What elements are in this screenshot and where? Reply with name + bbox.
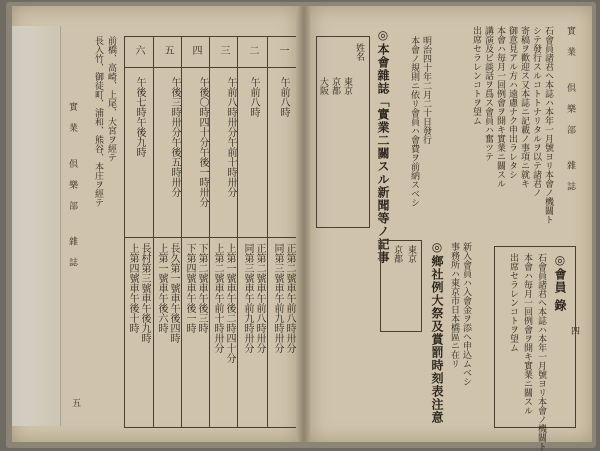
timetable-column <box>125 37 153 427</box>
timetable-column <box>267 37 298 427</box>
body-line: 明治四十年二月二十日發行 <box>421 36 431 144</box>
notice-heading: ◎會員 錄 <box>553 253 567 313</box>
right-page-number: 四 <box>569 326 579 335</box>
timetable-cell: 下第四號車午後一時 <box>184 243 195 333</box>
timetable <box>124 36 298 428</box>
body-line: 出席セラレンコトヲ望ム <box>471 26 481 125</box>
register-label: 京都 <box>392 245 402 263</box>
timetable-time: 午前八時 <box>248 77 259 117</box>
register-label: 東京 <box>342 77 352 95</box>
register-label: 姓名 <box>354 43 364 61</box>
column-number: 二 <box>247 45 258 55</box>
body-line: 寄稿ヲ歡迎ス又本誌ニ記載ノ事項ニ就キ <box>519 26 529 188</box>
right-running-head: 實業 倶樂部 雜誌 <box>565 26 575 203</box>
article-heading: ◎本會雜誌「實業二關スル新聞等ノ記事 <box>376 28 390 264</box>
register-label: 大阪 <box>318 77 328 95</box>
timetable-column <box>209 37 238 427</box>
timetable-time: 午後〇時四十分午後一時卅分 <box>197 77 208 207</box>
timetable-cell: 上第一號車午後六時 <box>156 243 167 333</box>
timetable-column <box>153 37 182 427</box>
timetable-cell: 長村第三號車午後九時 <box>139 243 150 343</box>
body-line: 本會ノ規則ニ依リ會員ハ會費ヲ前納スベシ <box>409 36 419 207</box>
body-line: 出席セラレンコトヲ望ム <box>508 253 518 352</box>
left-page <box>12 6 298 442</box>
timetable-time: 午前八時卅分午前十時卅分 <box>225 77 236 197</box>
body-line: 新入會員ハ入會金ヲ添ヘ申込ムベシ <box>461 242 471 386</box>
timetable-cell: 同第三號車午前九時卅分 <box>272 243 283 353</box>
body-line: 講演及ビ談話ヲ爲ス會員ハ奮ツテ <box>483 26 493 161</box>
timetable-time: 午後三時卅分午後五時卅分 <box>169 77 180 197</box>
timetable-time: 午後七時午後九時 <box>134 77 145 157</box>
timetable-cell: 上第一號車午後二時四十分 <box>224 243 235 363</box>
plastic-sleeve-glare <box>12 26 61 426</box>
timetable-column <box>181 37 210 427</box>
column-number: 一 <box>277 45 288 55</box>
column-number: 六 <box>133 45 144 55</box>
timetable-cell: 長久第一號車午後四時 <box>168 243 179 343</box>
body-line: シテ發行スルコトトナリタルヲ以テ諸君ノ <box>531 26 541 197</box>
note-line: 前橋、高崎、上尾、大宮ヲ經テ <box>106 36 116 162</box>
right-page <box>310 6 592 451</box>
register-label: 東京 <box>406 245 416 263</box>
notice-box <box>494 246 576 451</box>
column-number: 四 <box>190 45 201 55</box>
member-register-table <box>316 36 370 228</box>
timetable-time: 午前八時 <box>278 77 289 117</box>
column-number: 三 <box>218 45 229 55</box>
body-line: 本會ハ毎月一回例會ヲ開キ實業ニ關スル <box>495 26 505 188</box>
timetable-cell: 同第三號車午前九時卅分 <box>242 243 253 353</box>
left-running-head: 實業 倶樂部 雜誌 <box>67 102 77 279</box>
body-line: 本會ハ毎月一回例會ヲ開キ實業ニ關スル <box>522 253 532 415</box>
column-number: 五 <box>162 45 173 55</box>
body-line: 石會員諸君ヘ本誌ハ本年一月號ヨリ本會ノ機關ト <box>543 26 553 224</box>
timetable-column <box>237 37 268 427</box>
section-heading: ◎鄉社例大祭及賞罰時刻表注意 <box>430 240 444 424</box>
register-box <box>380 240 422 332</box>
timetable-cell: 下第二號車午後三時 <box>196 243 207 333</box>
note-line: 長入竹、御徒町、浦和、熊谷、本庄ヲ經テ <box>93 36 103 207</box>
register-label: 京都 <box>330 77 340 95</box>
body-line: 御意見アル方ハ遠慮ナク申出ラレタシ <box>507 26 517 179</box>
timetable-cell: 正第二號車午前八時卅分 <box>254 243 265 353</box>
timetable-cell: 上第四號車午後十時 <box>127 243 138 333</box>
timetable-cell: 正第二號車午前八時卅分 <box>284 243 295 353</box>
body-line: 石會員諸君ヘ本誌ハ本年一月號ヨリ本會ノ機關ト <box>536 253 546 451</box>
left-page-number: 五 <box>70 398 80 407</box>
timetable-cell: 上第二號車午前十時卅分 <box>212 243 223 353</box>
open-book <box>6 2 596 451</box>
body-line: 事務所ハ東京市日本橋區ニ在リ <box>449 242 459 368</box>
